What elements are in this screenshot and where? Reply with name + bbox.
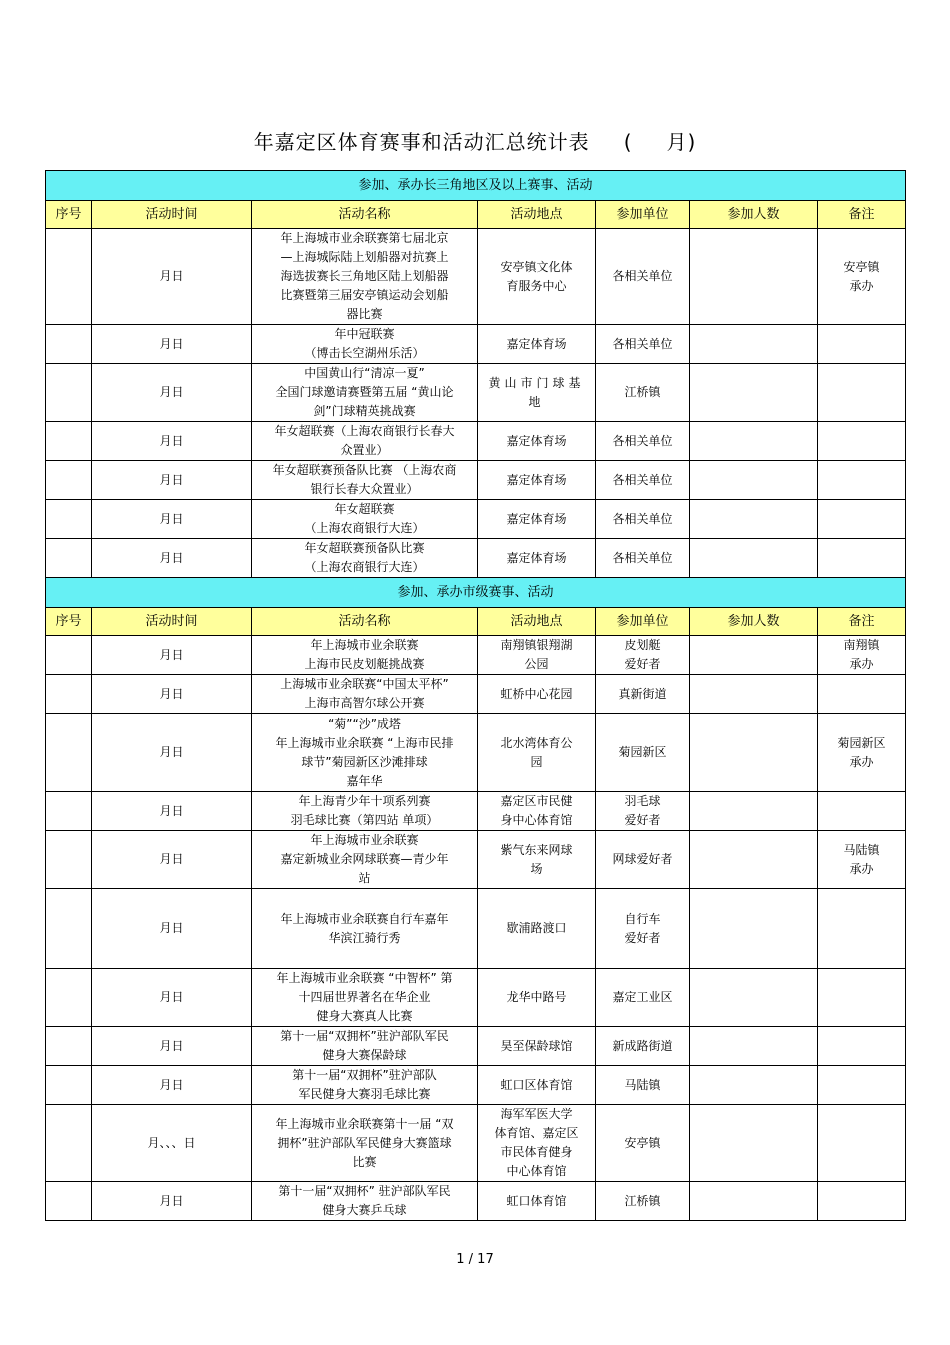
- cell-count: [690, 675, 818, 714]
- cell-note: [818, 889, 906, 969]
- cell-seq: [46, 675, 92, 714]
- cell-seq: [46, 364, 92, 422]
- cell-name: 年上海城市业余联赛 “中智杯” 第 十四届世界著名在华企业 健身大赛真人比赛: [252, 969, 478, 1027]
- cell-seq: [46, 229, 92, 325]
- cell-note: [818, 539, 906, 578]
- cell-time: 月日: [92, 792, 252, 831]
- cell-note: [818, 675, 906, 714]
- header-unit: 参加单位: [596, 201, 690, 229]
- cell-count: [690, 539, 818, 578]
- title-paren-close: 月): [666, 130, 697, 154]
- cell-place: 南翔镇银翔湖 公园: [478, 636, 596, 675]
- cell-unit: 嘉定工业区: [596, 969, 690, 1027]
- cell-note: 菊园新区 承办: [818, 714, 906, 792]
- cell-name: 年上海城市业余联赛 嘉定新城业余网球联赛—青少年 站: [252, 831, 478, 889]
- table-row: [46, 1066, 906, 1105]
- cell-time: 月日: [92, 229, 252, 325]
- table-row: [46, 364, 906, 422]
- table-row: [46, 1182, 906, 1221]
- cell-seq: [46, 969, 92, 1027]
- table-row: [46, 1105, 906, 1182]
- cell-name: 年女超联赛（上海农商银行长春大 众置业）: [252, 422, 478, 461]
- cell-place: 昊至保龄球馆: [478, 1027, 596, 1066]
- cell-note: 南翔镇 承办: [818, 636, 906, 675]
- cell-place: 嘉定体育场: [478, 461, 596, 500]
- cell-time: 月日: [92, 969, 252, 1027]
- cell-name: 第十一届“双拥杯”驻沪部队军民 健身大赛保龄球: [252, 1027, 478, 1066]
- cell-place: 歇浦路渡口: [478, 889, 596, 969]
- cell-time: 月日: [92, 889, 252, 969]
- table-row: [46, 792, 906, 831]
- cell-count: [690, 636, 818, 675]
- cell-seq: [46, 422, 92, 461]
- cell-unit: 江桥镇: [596, 364, 690, 422]
- title-paren-open: (: [623, 130, 633, 154]
- cell-seq: [46, 1066, 92, 1105]
- page-number: 1 / 17: [456, 1252, 494, 1267]
- cell-name: 第十一届“双拥杯”驻沪部队 军民健身大赛羽毛球比赛: [252, 1066, 478, 1105]
- cell-note: 安亭镇 承办: [818, 229, 906, 325]
- cell-seq: [46, 539, 92, 578]
- header-seq: 序号: [46, 201, 92, 229]
- cell-count: [690, 889, 818, 969]
- cell-place: 龙华中路号: [478, 969, 596, 1027]
- table-row: [46, 500, 906, 539]
- cell-unit: 安亭镇: [596, 1105, 690, 1182]
- cell-time: 月日: [92, 1182, 252, 1221]
- cell-name: “菊”“沙”成塔 年上海城市业余联赛 “上海市民排 球节”菊园新区沙滩排球 嘉年华: [252, 714, 478, 792]
- cell-note: [818, 1105, 906, 1182]
- cell-place: 嘉定体育场: [478, 422, 596, 461]
- cell-unit: 新成路街道: [596, 1027, 690, 1066]
- cell-place: 海军军医大学 体育馆、嘉定区 市民体育健身 中心体育馆: [478, 1105, 596, 1182]
- cell-note: [818, 422, 906, 461]
- header-place: 活动地点: [478, 608, 596, 636]
- cell-note: [818, 364, 906, 422]
- cell-name: 中国黄山行“清凉一夏” 全国门球邀请赛暨第五届 “黄山论 剑”门球精英挑战赛: [252, 364, 478, 422]
- table-row: [46, 539, 906, 578]
- cell-name: 年女超联赛预备队比赛 （上海农商银行大连）: [252, 539, 478, 578]
- header-name: 活动名称: [252, 608, 478, 636]
- cell-seq: [46, 1182, 92, 1221]
- cell-seq: [46, 792, 92, 831]
- cell-time: 月、、、日: [92, 1105, 252, 1182]
- table-row: [46, 831, 906, 889]
- cell-seq: [46, 889, 92, 969]
- cell-place: 黄山市门球基 地: [478, 364, 596, 422]
- cell-count: [690, 500, 818, 539]
- cell-time: 月日: [92, 675, 252, 714]
- table-row: [46, 325, 906, 364]
- cell-time: 月日: [92, 325, 252, 364]
- section-heading: 参加、承办长三角地区及以上赛事、活动: [46, 171, 906, 201]
- cell-unit: 马陆镇: [596, 1066, 690, 1105]
- table-row: [46, 969, 906, 1027]
- cell-unit: 真新街道: [596, 675, 690, 714]
- cell-time: 月日: [92, 364, 252, 422]
- table-row: [46, 636, 906, 675]
- cell-count: [690, 831, 818, 889]
- table-row: [46, 1027, 906, 1066]
- cell-unit: 皮划艇 爱好者: [596, 636, 690, 675]
- cell-seq: [46, 1105, 92, 1182]
- cell-name: 年上海城市业余联赛 上海市民皮划艇挑战赛: [252, 636, 478, 675]
- cell-seq: [46, 636, 92, 675]
- section-heading-row: [46, 578, 906, 608]
- cell-unit: 各相关单位: [596, 539, 690, 578]
- cell-time: 月日: [92, 1066, 252, 1105]
- cell-time: 月日: [92, 500, 252, 539]
- cell-name: 第十一届“双拥杯” 驻沪部队军民 健身大赛乒乓球: [252, 1182, 478, 1221]
- table-row: [46, 229, 906, 325]
- cell-count: [690, 229, 818, 325]
- table-row: [46, 714, 906, 792]
- cell-note: [818, 461, 906, 500]
- cell-unit: 各相关单位: [596, 325, 690, 364]
- cell-note: [818, 500, 906, 539]
- cell-name: 年上海城市业余联赛第十一届 “双 拥杯”驻沪部队军民健身大赛篮球 比赛: [252, 1105, 478, 1182]
- section-heading: 参加、承办市级赛事、活动: [46, 578, 906, 608]
- table-row: [46, 422, 906, 461]
- header-count: 参加人数: [690, 608, 818, 636]
- cell-place: 虹桥中心花园: [478, 675, 596, 714]
- section-heading-row: [46, 171, 906, 201]
- cell-place: 虹口区体育馆: [478, 1066, 596, 1105]
- cell-time: 月日: [92, 714, 252, 792]
- cell-time: 月日: [92, 831, 252, 889]
- cell-count: [690, 461, 818, 500]
- cell-unit: 江桥镇: [596, 1182, 690, 1221]
- cell-note: [818, 969, 906, 1027]
- cell-note: 马陆镇 承办: [818, 831, 906, 889]
- cell-seq: [46, 325, 92, 364]
- cell-seq: [46, 1027, 92, 1066]
- cell-note: [818, 792, 906, 831]
- cell-unit: 各相关单位: [596, 461, 690, 500]
- cell-place: 虹口体育馆: [478, 1182, 596, 1221]
- cell-place: 北水湾体育公 园: [478, 714, 596, 792]
- cell-count: [690, 714, 818, 792]
- summary-table: [45, 170, 906, 1221]
- cell-unit: 羽毛球 爱好者: [596, 792, 690, 831]
- cell-count: [690, 792, 818, 831]
- cell-seq: [46, 461, 92, 500]
- cell-name: 上海城市业余联赛“中国太平杯” 上海市高智尔球公开赛: [252, 675, 478, 714]
- cell-count: [690, 969, 818, 1027]
- cell-name: 年女超联赛预备队比赛 （上海农商 银行长春大众置业）: [252, 461, 478, 500]
- cell-unit: 菊园新区: [596, 714, 690, 792]
- cell-place: 嘉定体育场: [478, 539, 596, 578]
- column-header-row: [46, 201, 906, 229]
- header-name: 活动名称: [252, 201, 478, 229]
- table-row: [46, 675, 906, 714]
- cell-unit: 各相关单位: [596, 229, 690, 325]
- cell-place: 嘉定区市民健 身中心体育馆: [478, 792, 596, 831]
- cell-note: [818, 1182, 906, 1221]
- header-seq: 序号: [46, 608, 92, 636]
- cell-time: 月日: [92, 636, 252, 675]
- cell-place: 安亭镇文化体 育服务中心: [478, 229, 596, 325]
- cell-name: 年中冠联赛 （博击长空湖州乐活）: [252, 325, 478, 364]
- cell-place: 紫气东来网球 场: [478, 831, 596, 889]
- title-text: 年嘉定区体育赛事和活动汇总统计表: [253, 130, 590, 154]
- header-time: 活动时间: [92, 608, 252, 636]
- cell-time: 月日: [92, 1027, 252, 1066]
- cell-note: [818, 1066, 906, 1105]
- cell-place: 嘉定体育场: [478, 325, 596, 364]
- cell-count: [690, 1066, 818, 1105]
- cell-time: 月日: [92, 461, 252, 500]
- cell-unit: 自行车 爱好者: [596, 889, 690, 969]
- cell-name: 年上海城市业余联赛自行车嘉年 华滨江骑行秀: [252, 889, 478, 969]
- cell-count: [690, 1027, 818, 1066]
- cell-count: [690, 325, 818, 364]
- cell-time: 月日: [92, 539, 252, 578]
- cell-seq: [46, 714, 92, 792]
- page-title: [0, 126, 950, 155]
- cell-seq: [46, 500, 92, 539]
- header-unit: 参加单位: [596, 608, 690, 636]
- header-time: 活动时间: [92, 201, 252, 229]
- cell-unit: 网球爱好者: [596, 831, 690, 889]
- cell-count: [690, 1105, 818, 1182]
- cell-name: 年女超联赛 （上海农商银行大连）: [252, 500, 478, 539]
- header-note: 备注: [818, 201, 906, 229]
- header-note: 备注: [818, 608, 906, 636]
- cell-seq: [46, 831, 92, 889]
- cell-unit: 各相关单位: [596, 422, 690, 461]
- cell-note: [818, 1027, 906, 1066]
- cell-time: 月日: [92, 422, 252, 461]
- header-count: 参加人数: [690, 201, 818, 229]
- cell-name: 年上海青少年十项系列赛 羽毛球比赛（第四站 单项）: [252, 792, 478, 831]
- cell-place: 嘉定体育场: [478, 500, 596, 539]
- table-row: [46, 889, 906, 969]
- cell-count: [690, 364, 818, 422]
- cell-count: [690, 422, 818, 461]
- cell-unit: 各相关单位: [596, 500, 690, 539]
- column-header-row: [46, 608, 906, 636]
- cell-name: 年上海城市业余联赛第七届北京 —上海城际陆上划船器对抗赛上 海选拔赛长三角地区陆上划船器 比赛暨第三届安亭镇运动会划船 器比赛: [252, 229, 478, 325]
- header-place: 活动地点: [478, 201, 596, 229]
- cell-count: [690, 1182, 818, 1221]
- table-row: [46, 461, 906, 500]
- cell-note: [818, 325, 906, 364]
